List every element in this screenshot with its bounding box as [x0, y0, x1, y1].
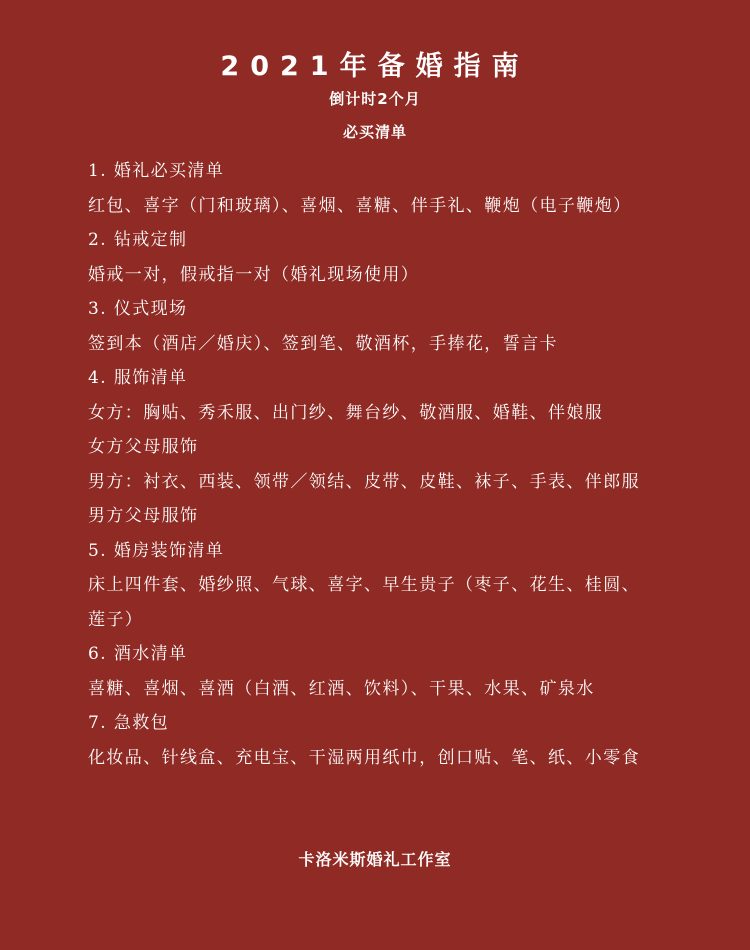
checklist-heading: 1. 婚礼必买清单 — [88, 161, 225, 181]
checklist-heading: 6. 酒水清单 — [88, 644, 188, 664]
checklist-content — [88, 154, 708, 775]
checklist-item: 红包、喜字（门和玻璃）、喜烟、喜糖、伴手礼、鞭炮（电子鞭炮） — [88, 195, 632, 216]
checklist-item: 签到本（酒店／婚庆）、签到笔、敬酒杯，手捧花，誓言卡 — [88, 333, 558, 354]
checklist-heading: 7. 急救包 — [88, 713, 170, 733]
checklist-item: 化妆品、针线盒、充电宝、干湿两用纸巾，创口贴、笔、纸、小零食 — [88, 747, 640, 768]
checklist-item: 男方：衬衣、西装、领带／领结、皮带、皮鞋、袜子、手表、伴郎服 — [88, 471, 640, 492]
page-title: 2021年备婚指南 — [220, 51, 530, 82]
checklist-item: 喜糖、喜烟、喜酒（白酒、红酒、饮料）、干果、水果、矿泉水 — [88, 678, 595, 699]
studio-name: 卡洛米斯婚礼工作室 — [298, 850, 452, 869]
checklist-item: 婚戒一对，假戒指一对（婚礼现场使用） — [88, 264, 420, 285]
checklist-item: 床上四件套、婚纱照、气球、喜字、早生贵子（枣子、花生、桂圆、 — [88, 575, 640, 595]
countdown-subtitle: 倒计时2个月 — [329, 90, 421, 108]
checklist-heading: 4. 服饰清单 — [88, 368, 188, 388]
checklist-item: 女方父母服饰 — [88, 437, 199, 457]
checklist-heading: 2. 钻戒定制 — [88, 230, 188, 250]
section-heading: 必买清单 — [342, 123, 407, 141]
checklist-heading: 5. 婚房装饰清单 — [88, 540, 225, 561]
checklist-heading: 3. 仪式现场 — [88, 299, 188, 319]
checklist-item: 莲子） — [88, 609, 144, 630]
checklist-item: 女方：胸贴、秀禾服、出门纱、舞台纱、敬酒服、婚鞋、伴娘服 — [88, 402, 604, 423]
checklist-item: 男方父母服饰 — [88, 506, 199, 526]
